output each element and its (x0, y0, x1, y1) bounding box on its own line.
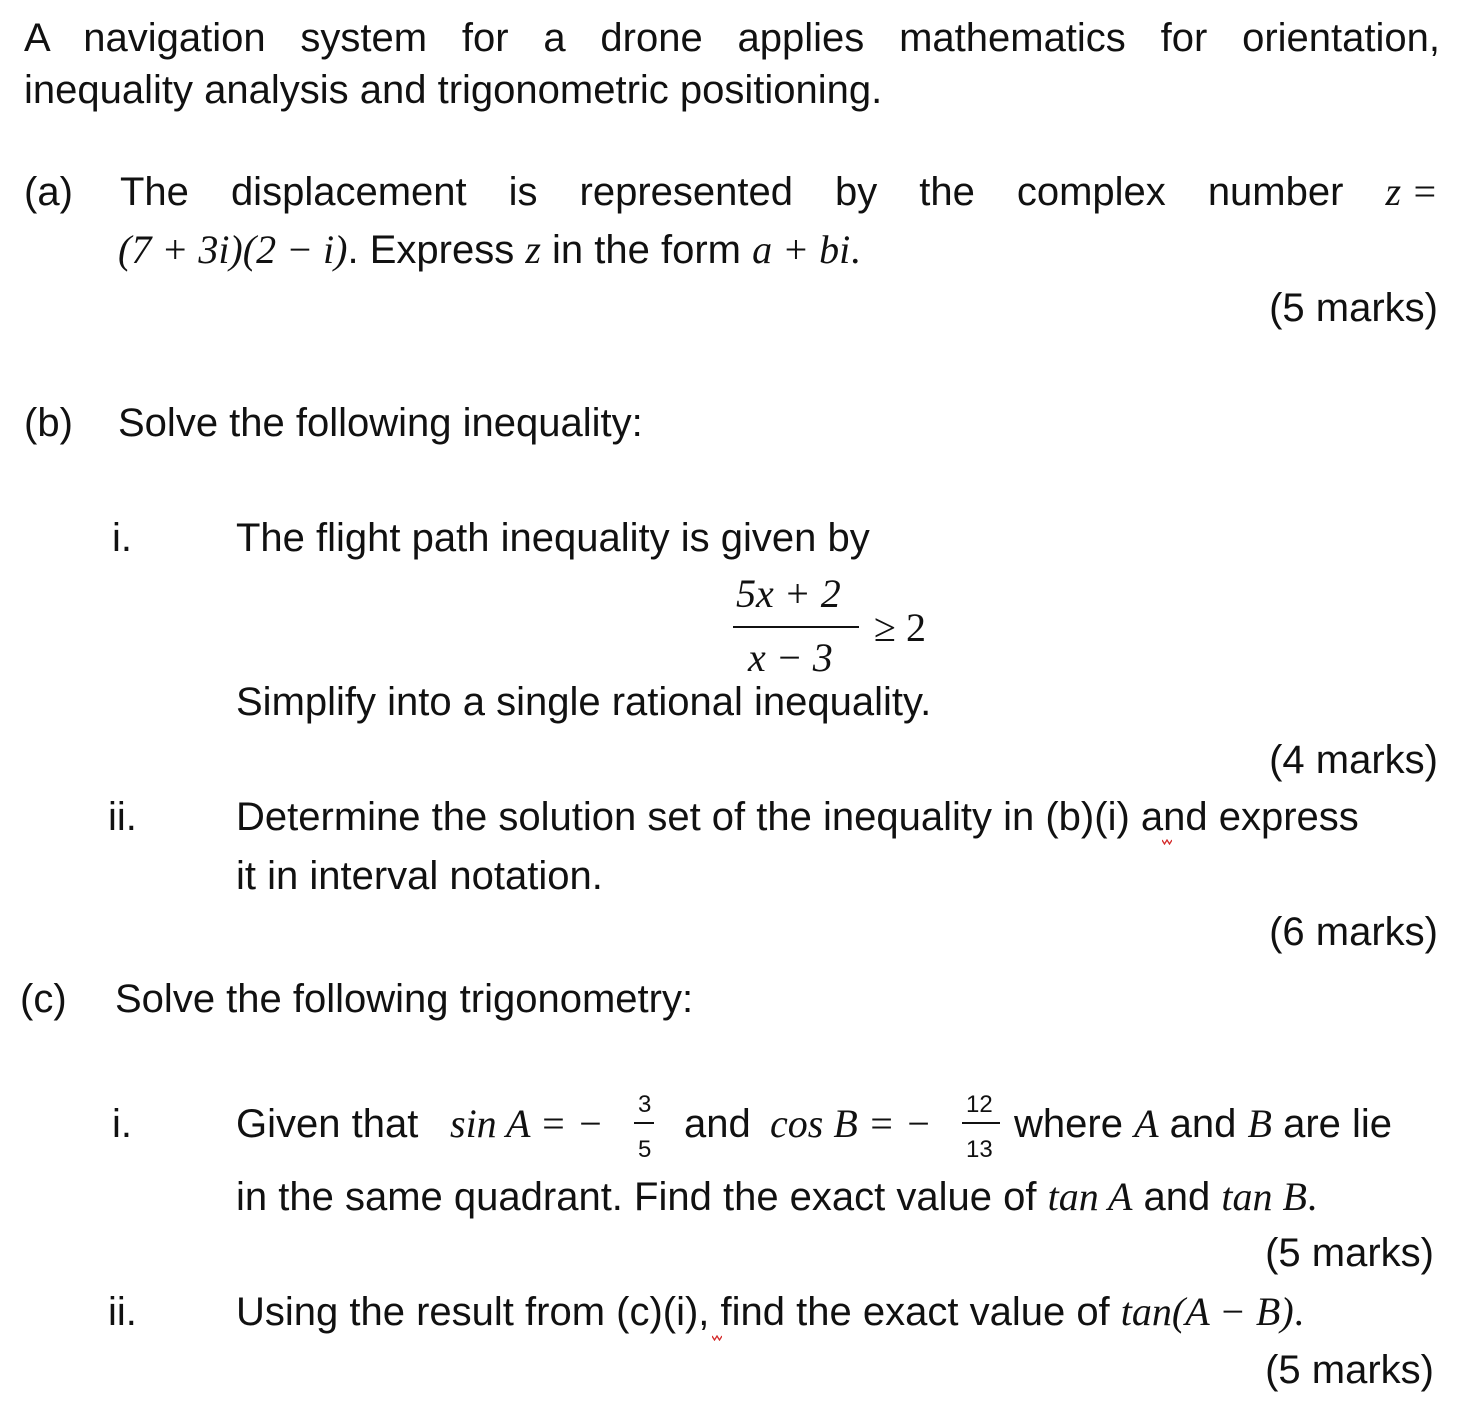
fraction-bar (733, 626, 859, 628)
word: displacement (230, 170, 467, 214)
part-b-ii-label: ii. (108, 795, 137, 839)
part-b-ii-line-1: Determine the solution set of the inequality in (b)(i) and express (236, 795, 1359, 839)
period: . (1306, 1174, 1317, 1219)
z-equals: z = (1385, 169, 1438, 214)
tan-difference: tan(A − B) (1120, 1289, 1294, 1334)
complex-product: (7 + 3i)(2 − i) (118, 227, 348, 272)
part-a-marks: (5 marks) (1269, 286, 1438, 330)
variable-a: A (1134, 1101, 1159, 1146)
part-b-i-line-2: Simplify into a single rational inequality. (236, 680, 932, 724)
word: is (508, 170, 538, 214)
standard-form: a + bi (752, 227, 851, 272)
cos-b-expression: cos B = − (770, 1101, 932, 1146)
fraction-denominator: x − 3 (748, 635, 833, 680)
text: Using the result from (c)(i), find the exact value of (236, 1290, 1121, 1334)
part-c-i-line-1-tail (1014, 1101, 1393, 1146)
period: . (1293, 1289, 1304, 1334)
part-c-ii-line (236, 1289, 1304, 1334)
are-lie-text: are lie (1283, 1102, 1393, 1146)
and-text: and (1169, 1102, 1237, 1146)
part-a-label: (a) (24, 170, 73, 214)
part-a-line-2 (118, 227, 861, 272)
fraction-2-bar (962, 1122, 1000, 1124)
part-c-ii-marks: (5 marks) (1265, 1348, 1434, 1392)
fraction-1-bar (634, 1122, 654, 1124)
z-variable: z (525, 227, 541, 272)
inequality-relation: ≥ 2 (874, 605, 926, 650)
part-b-ii-line-2: it in interval notation. (236, 854, 603, 898)
where-text: where (1014, 1102, 1123, 1146)
part-b-i-marks: (4 marks) (1269, 738, 1438, 782)
word: the (919, 170, 975, 214)
and-text: and (684, 1102, 751, 1146)
tan-b: tan B (1221, 1174, 1307, 1219)
text: and (1132, 1175, 1222, 1219)
fraction-1-denominator: 5 (638, 1136, 652, 1163)
word: The (120, 170, 189, 214)
period: . (850, 227, 861, 272)
spellcheck-squiggle (712, 1335, 722, 1341)
word: number (1207, 170, 1344, 214)
part-c-label: (c) (20, 977, 67, 1021)
part-b-i-line-1: The flight path inequality is given by (236, 516, 870, 560)
part-c-heading: Solve the following trigonometry: (115, 977, 694, 1021)
part-c-i-line-2 (236, 1174, 1317, 1219)
sin-a-expression: sin A = − (450, 1101, 604, 1146)
word: by (835, 170, 878, 214)
part-b-heading: Solve the following inequality: (118, 401, 643, 445)
word: complex (1016, 170, 1166, 214)
fraction-2-denominator: 13 (966, 1136, 993, 1163)
text: . Express (347, 228, 526, 272)
variable-b: B (1247, 1101, 1272, 1146)
part-c-i-label: i. (112, 1102, 132, 1146)
given-that-text: Given that (236, 1102, 419, 1146)
fraction-numerator: 5x + 2 (736, 571, 841, 616)
part-b-ii-marks: (6 marks) (1269, 910, 1438, 954)
text: in the same quadrant. Find the exact value of (236, 1175, 1048, 1219)
part-a-line-1 (120, 169, 1438, 214)
fraction-2-numerator: 12 (966, 1091, 993, 1118)
part-b-i-label: i. (112, 516, 132, 560)
intro-line-1: A navigation system for a drone applies mathematics for orientation, (24, 16, 1440, 60)
text: in the form (540, 228, 753, 272)
part-b-label: (b) (24, 401, 73, 445)
part-c-i-marks: (5 marks) (1265, 1231, 1434, 1275)
intro-line-2: inequality analysis and trigonometric positioning. (24, 68, 883, 112)
tan-a: tan A (1047, 1174, 1133, 1219)
spellcheck-squiggle (1162, 839, 1172, 845)
part-c-ii-label: ii. (108, 1290, 137, 1334)
word: represented (579, 170, 793, 214)
fraction-1-numerator: 3 (638, 1091, 652, 1118)
